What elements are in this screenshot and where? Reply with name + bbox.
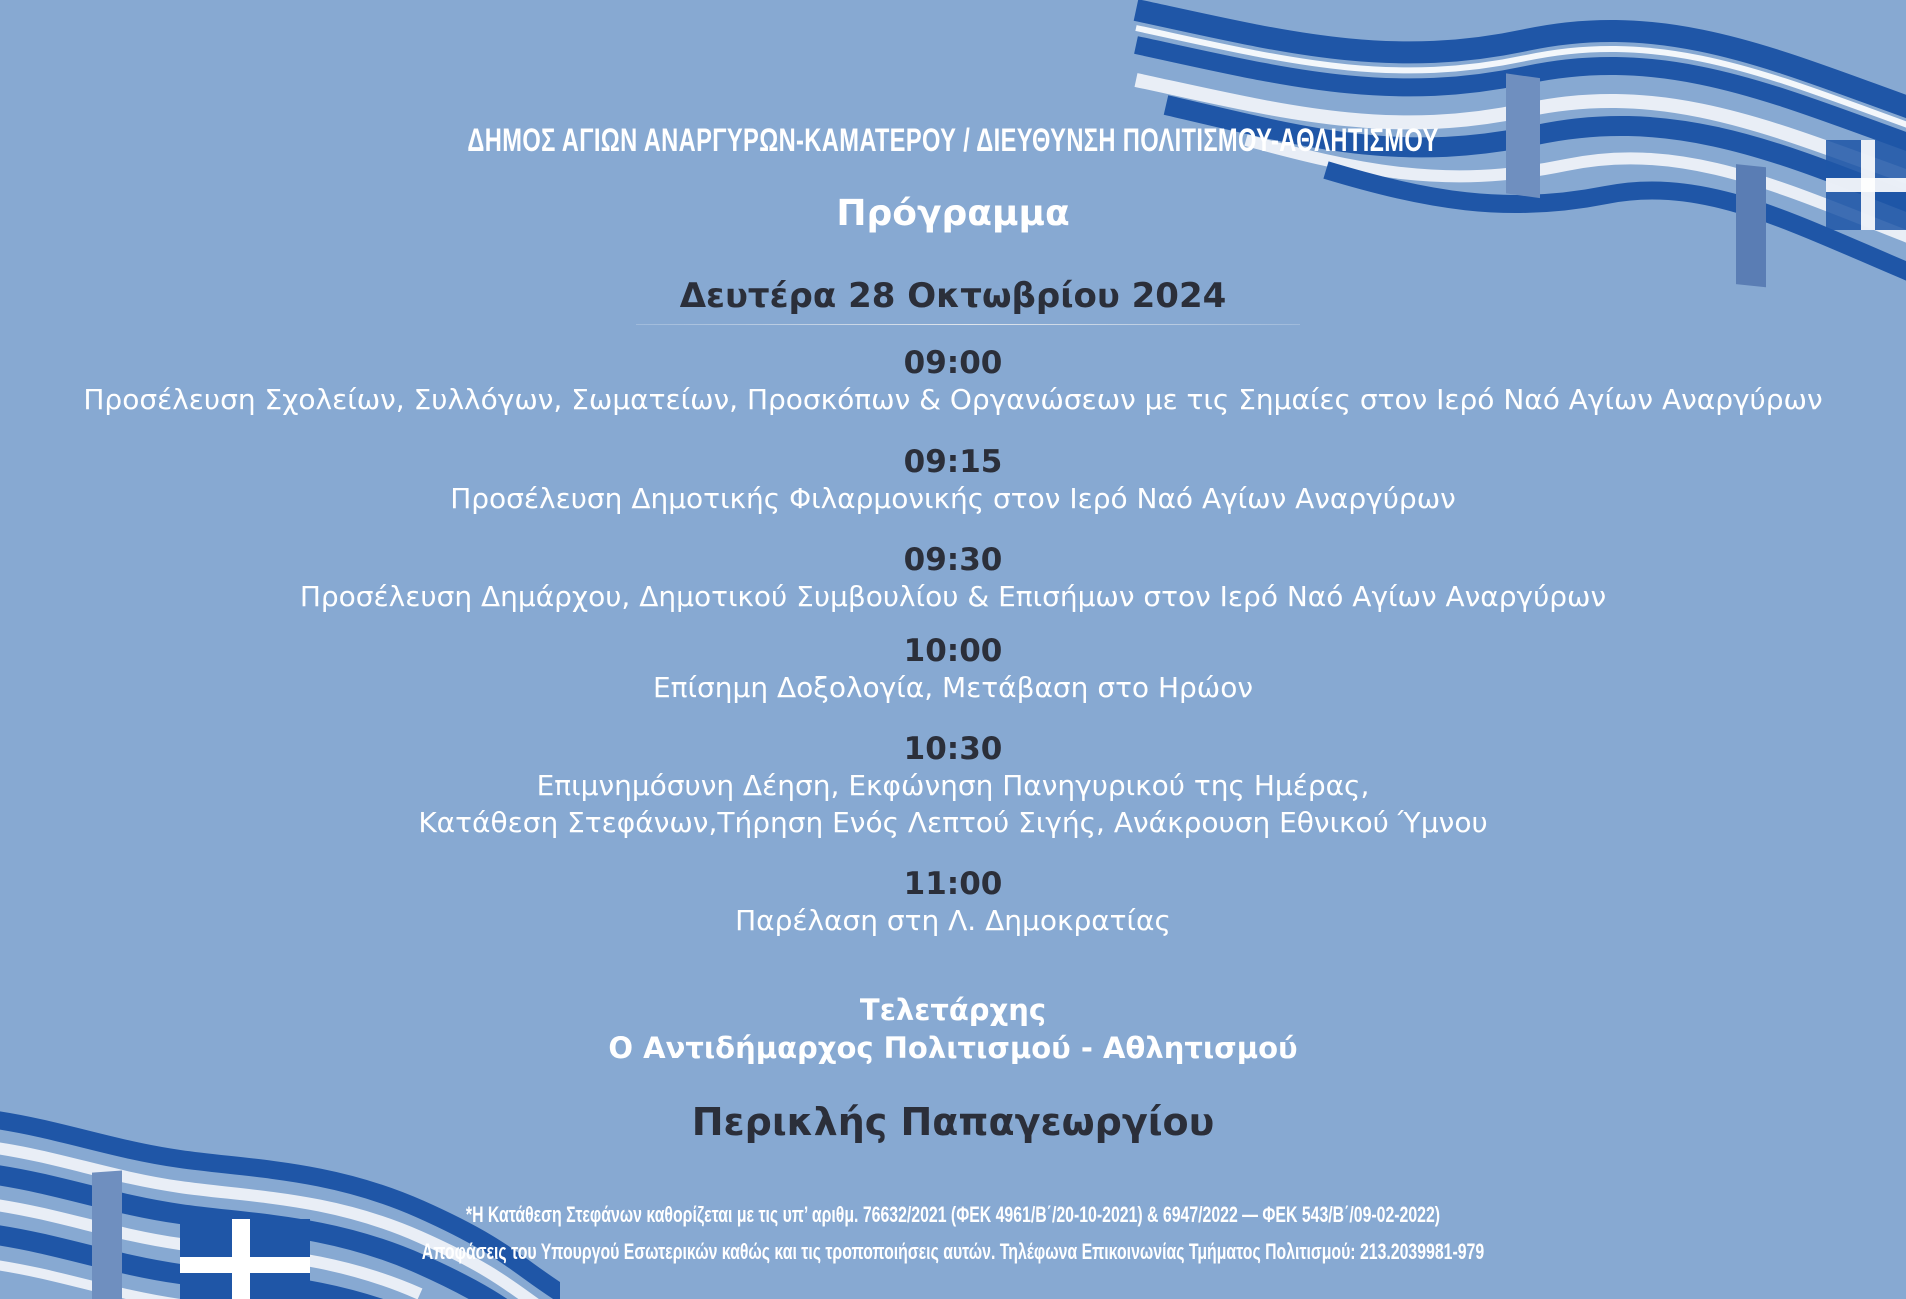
signature-role-title: Τελετάρχης — [859, 993, 1047, 1027]
footnote-legal: *Η Κατάθεση Στεφάνων καθορίζεται με τις υπ’ αριθμ. 76632/2021 (ΦΕΚ 4961/Β΄/20-10-2021) & 6947/2022 — ΦΕΚ 543/Β΄/09-02-2022) — [465, 1202, 1441, 1227]
signature-role-position: Ο Αντιδήμαρχος Πολιτισμού - Αθλητισμού — [608, 1031, 1298, 1065]
schedule-time: 09:00 — [903, 345, 1003, 381]
schedule-item — [0, 731, 1906, 841]
schedule-time: 11:00 — [903, 866, 1003, 902]
schedule-item — [0, 542, 1906, 615]
schedule-description: Προσέλευση Δημάρχου, Δημοτικού Συμβουλίου & Επισήμων στον Ιερό Ναό Αγίων Αναργύρων — [299, 580, 1607, 613]
schedule-description: Παρέλαση στη Λ. Δημοκρατίας — [735, 904, 1171, 937]
schedule-time: 10:30 — [903, 731, 1003, 767]
municipality-header: ΔΗΜΟΣ ΑΓΙΩΝ ΑΝΑΡΓΥΡΩΝ-ΚΑΜΑΤΕΡΟΥ / ΔΙΕΥΘΥΝΣΗ ΠΟΛΙΤΙΣΜΟΥ-ΑΘΛΗΤΙΣΜΟΥ — [467, 122, 1439, 158]
event-date: Δευτέρα 28 Οκτωβρίου 2024 — [679, 276, 1227, 316]
schedule-time: 10:00 — [903, 633, 1003, 669]
schedule-item — [0, 345, 1906, 418]
schedule-time: 09:30 — [903, 542, 1003, 578]
schedule-item — [0, 866, 1906, 939]
schedule-item — [0, 633, 1906, 706]
signature-name: Περικλής Παπαγεωργίου — [691, 1100, 1215, 1144]
schedule-description: Επίσημη Δοξολογία, Μετάβαση στο Ηρώον — [652, 671, 1254, 704]
schedule-item — [0, 444, 1906, 517]
program-title: Πρόγραμμα — [836, 193, 1070, 234]
footnote-contact: Αποφάσεις του Υπουργού Εσωτερικών καθώς και τις τροποποιήσεις αυτών. Τηλέφωνα Επικοινωνίας Τμήματος Πολιτισμού: 213.2039981-979 — [421, 1239, 1485, 1264]
schedule-description-line-2: Κατάθεση Στεφάνων,Τήρηση Ενός Λεπτού Σιγής, Ανάκρουση Εθνικού Ύμνου — [418, 806, 1488, 839]
date-divider — [636, 324, 1300, 325]
schedule-description-line-1: Επιμνημόσυνη Δέηση, Εκφώνηση Πανηγυρικού της Ημέρας, — [536, 769, 1370, 802]
schedule-description: Προσέλευση Δημοτικής Φιλαρμονικής στον Ιερό Ναό Αγίων Αναργύρων — [450, 482, 1456, 515]
schedule-time: 09:15 — [903, 444, 1003, 480]
schedule-description: Προσέλευση Σχολείων, Συλλόγων, Σωματείων, Προσκόπων & Οργανώσεων με τις Σημαίες στον Ιερό Ναό Αγίων Αναργύρων — [83, 383, 1823, 416]
